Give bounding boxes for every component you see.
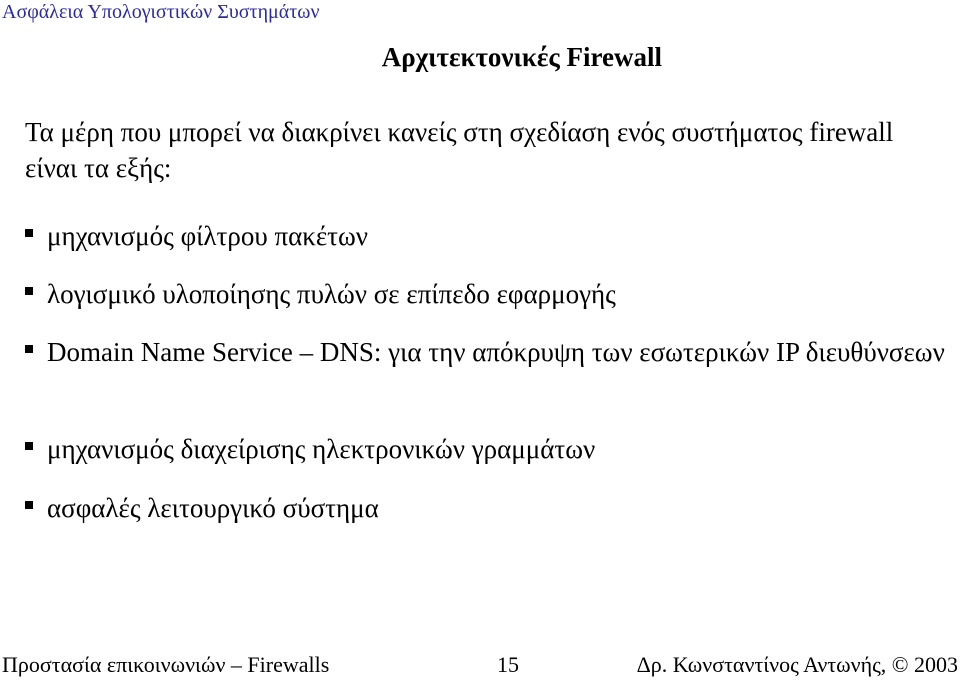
bullet-text: λογισμικό υλοποίησης πυλών σε επίπεδο εφαρμογής <box>47 279 616 309</box>
intro-paragraph: Τα μέρη που μπορεί να διακρίνει κανείς στη σχεδίαση ενός συστήματος firewall είναι τα εξής: <box>25 117 894 183</box>
square-bullet-icon <box>25 229 33 237</box>
bullet-item <box>25 490 945 526</box>
square-bullet-icon <box>25 442 33 450</box>
square-bullet-icon <box>25 501 33 509</box>
bullet-item <box>25 276 945 312</box>
footer-course-topic: Προστασία επικοινωνιών – Firewalls <box>2 652 330 677</box>
page-number: 15 <box>497 652 519 677</box>
bullet-text: μηχανισμός διαχείρισης ηλεκτρονικών γραμμάτων <box>47 434 596 464</box>
bullet-item <box>25 334 945 370</box>
square-bullet-icon <box>25 345 33 353</box>
footer <box>0 649 960 681</box>
square-bullet-icon <box>25 287 33 295</box>
bullet-item <box>25 218 945 254</box>
bullet-item <box>25 431 945 467</box>
course-title: Ασφάλεια Υπολογιστικών Συστημάτων <box>2 1 320 23</box>
bullet-text: Domain Name Service – DNS: για την απόκρυψη των εσωτερικών IP διευθύνσεων <box>47 337 945 367</box>
slide-title: Αρχιτεκτονικές Firewall <box>381 42 662 72</box>
bullet-text: μηχανισμός φίλτρου πακέτων <box>47 221 369 251</box>
footer-author: Δρ. Κωνσταντίνος Αντωνής, © 2003 <box>636 652 958 677</box>
bullet-text: ασφαλές λειτουργικό σύστημα <box>47 493 379 523</box>
